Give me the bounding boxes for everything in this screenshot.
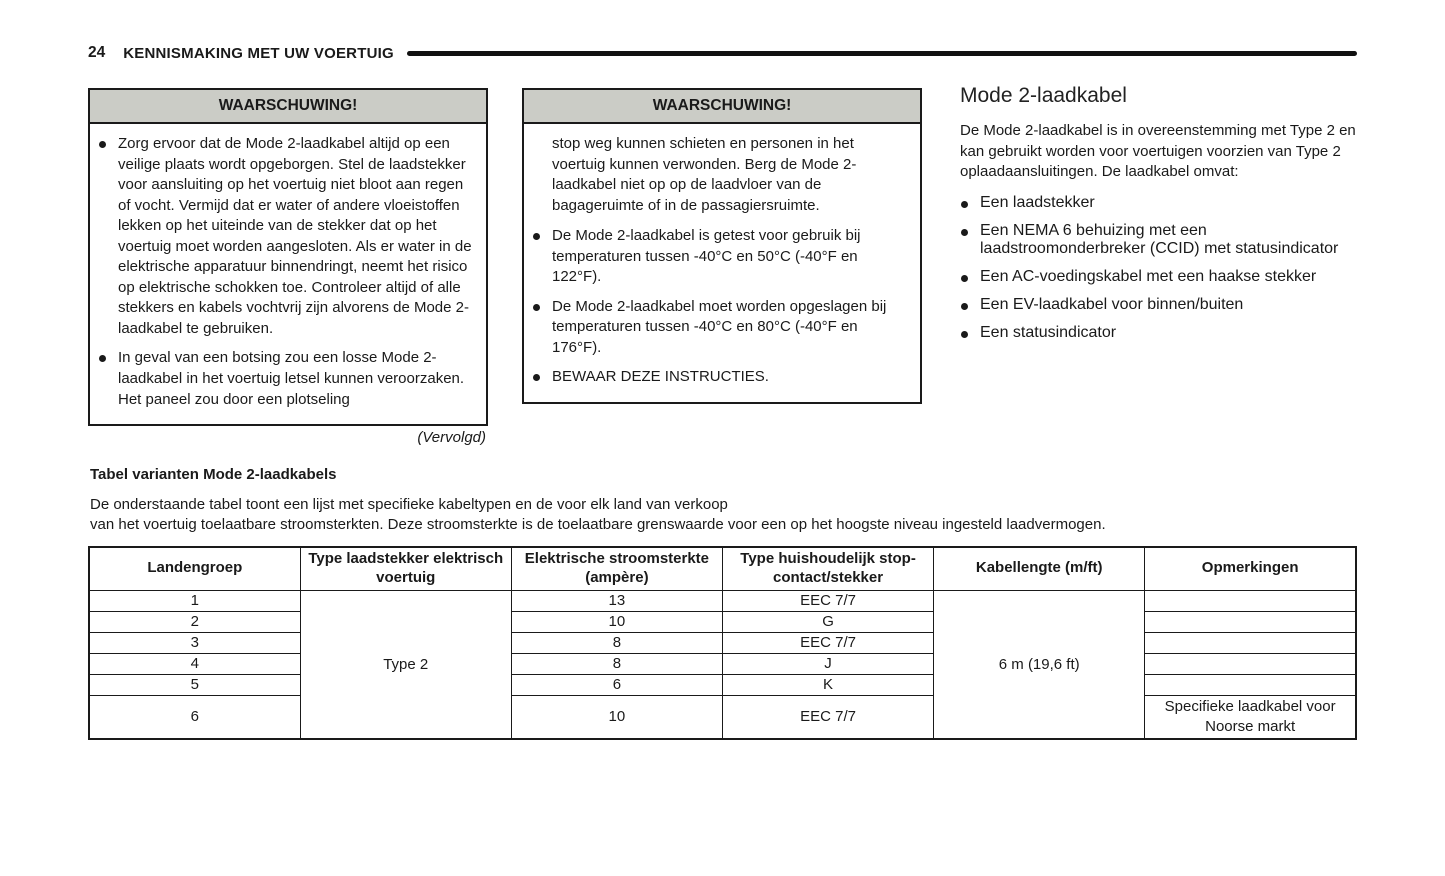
- warning-bullet-item: [98, 134, 476, 339]
- table-row: [89, 674, 1356, 695]
- cell-amperage: 8: [511, 653, 722, 674]
- cell-plug: K: [722, 674, 933, 695]
- warning-continuation-text: stop weg kunnen schieten en personen in het voertuig kunnen verwonden. Berg de Mode 2-laadkabel niet op op de laadvloer van de bagageruimte of in de passagiersruimte.: [552, 135, 857, 214]
- cell-remarks: [1145, 674, 1356, 695]
- bullet-icon: [533, 374, 540, 381]
- col-header-kabellengte: Kabellengte (m/ft): [934, 547, 1145, 590]
- bullet-icon: [961, 201, 968, 208]
- cell-amperage: 10: [511, 611, 722, 632]
- cell-group: 1: [89, 590, 300, 611]
- bullet-text: BEWAAR DEZE INSTRUCTIES.: [552, 368, 769, 386]
- cell-group: 4: [89, 653, 300, 674]
- header-rule: [407, 51, 1357, 56]
- cell-amperage: 6: [511, 674, 722, 695]
- cell-plug: EEC 7/7: [722, 632, 933, 653]
- section-heading: Mode 2-laadkabel: [960, 84, 1127, 107]
- col-header-opmerkingen: Opmerkingen: [1145, 547, 1356, 590]
- cell-group: 5: [89, 674, 300, 695]
- warning-column-left: [88, 88, 488, 446]
- cell-plug: G: [722, 611, 933, 632]
- bullet-icon: [961, 331, 968, 338]
- cell-group: 2: [89, 611, 300, 632]
- col-header-stopcontact: Type huishoudelijk stop-contact/stekker: [722, 547, 933, 590]
- bullet-text: Een statusindicator: [980, 323, 1117, 341]
- cell-remarks: Specifieke laadkabel voor Noorse markt: [1145, 695, 1356, 739]
- warning-bullet-item: [532, 367, 910, 388]
- table-row: [89, 611, 1356, 632]
- col-header-stroomsterkte: Elektrische stroomsterkte (ampère): [511, 547, 722, 590]
- table-row: [89, 653, 1356, 674]
- warning-title: WAARSCHUWING!: [524, 90, 920, 124]
- cell-remarks: [1145, 590, 1356, 611]
- table-section-heading: Tabel varianten Mode 2-laadkabels: [90, 466, 337, 483]
- warning-body: [524, 124, 920, 402]
- page-header: [88, 44, 1357, 62]
- table-row: [89, 590, 1356, 611]
- cell-amperage: 8: [511, 632, 722, 653]
- cell-amperage: 13: [511, 590, 722, 611]
- bullet-text: Een NEMA 6 behuizing met een laadstroomonderbreker (CCID) met statusindicator: [980, 221, 1339, 257]
- cell-amperage: 10: [511, 695, 722, 739]
- col-header-landengroep: Landengroep: [89, 547, 300, 590]
- cell-remarks: [1145, 632, 1356, 653]
- warning-box-right: [522, 88, 922, 404]
- cell-remarks: [1145, 653, 1356, 674]
- cell-group: 6: [89, 695, 300, 739]
- page-number: 24: [88, 44, 106, 61]
- cell-cable-length: 6 m (19,6 ft): [934, 590, 1145, 739]
- description-line: De onderstaande tabel toont een lijst met specifieke kabeltypen en de voor elk land van verkoop: [90, 496, 728, 513]
- warning-bullet-item: [532, 297, 910, 359]
- bullet-icon: [99, 355, 106, 362]
- cell-plug: J: [722, 653, 933, 674]
- table-header-row: [89, 547, 1356, 590]
- bullet-text: De Mode 2-laadkabel is getest voor gebruik bij temperaturen tussen -40°C en 50°C (-40°F en 122°F).: [552, 227, 861, 286]
- section-bullet-item: [960, 296, 1364, 314]
- bullet-icon: [961, 229, 968, 236]
- cell-group: 3: [89, 632, 300, 653]
- table-section-description: [90, 495, 1106, 534]
- section-bullet-item: [960, 268, 1364, 286]
- description-line: van het voertuig toelaatbare stroomsterkten. Deze stroomsterkte is de toelaatbare grenswaarde voor een op het hoogste niveau ingesteld laadvermogen.: [90, 515, 1106, 533]
- bullet-icon: [961, 275, 968, 282]
- bullet-text: Een laadstekker: [980, 193, 1095, 211]
- mode2-section: [960, 84, 1364, 342]
- bullet-text: Zorg ervoor dat de Mode 2-laadkabel altijd op een veilige plaats wordt opgeborgen. Stel de laadstekker voor aansluiting op het voertuig niet bloot aan regen of vocht. Vermijd dat er water of andere vloeistoffen lekken op het uiteinde van de stekker dat op het voertuig moet worden aangesloten. Als er water in de elektrische apparatuur binnendringt, neemt het risico op elektrische schokken toe. Controleer altijd of alle stekkers en kabels vochtvrij zijn alvorens de Mode 2-laadkabel te gebruiken.: [118, 135, 472, 337]
- page-title: KENNISMAKING MET UW VOERTUIG: [123, 44, 394, 62]
- bullet-text: Een AC-voedingskabel met een haakse stekker: [980, 267, 1317, 285]
- cell-plug: EEC 7/7: [722, 590, 933, 611]
- cell-connector-type: Type 2: [300, 590, 511, 739]
- section-intro: De Mode 2-laadkabel is in overeenstemming met Type 2 en kan gebruikt worden voor voertuigen voorzien van Type 2 oplaadaansluitingen. De laadkabel omvat:: [960, 122, 1356, 181]
- warning-bullet-item: [532, 226, 910, 288]
- warning-title: WAARSCHUWING!: [90, 90, 486, 124]
- bullet-text: In geval van een botsing zou een losse Mode 2-laadkabel in het voertuig letsel kunnen veroorzaken. Het paneel zou door een plotseling: [118, 349, 465, 408]
- bullet-text: Een EV-laadkabel voor binnen/buiten: [980, 295, 1244, 313]
- warning-column-right: [522, 88, 922, 404]
- section-bullet-item: [960, 222, 1364, 258]
- continued-note: (Vervolgd): [417, 429, 486, 447]
- warning-box-left: [88, 88, 488, 426]
- cable-variants-table: [88, 546, 1357, 740]
- bullet-text: De Mode 2-laadkabel moet worden opgeslagen bij temperaturen tussen -40°C en 80°C (-40°F en 176°F).: [552, 297, 887, 356]
- cell-remarks: [1145, 611, 1356, 632]
- bullet-icon: [533, 304, 540, 311]
- section-bullet-item: [960, 324, 1364, 342]
- col-header-type-laadstekker: Type laadstekker elektrisch voertuig: [300, 547, 511, 590]
- bullet-icon: [961, 303, 968, 310]
- warning-bullet-item: [98, 348, 476, 410]
- warning-body: [90, 124, 486, 424]
- bullet-icon: [533, 233, 540, 240]
- table-row: [89, 695, 1356, 739]
- section-bullet-item: [960, 194, 1364, 212]
- table-row: [89, 632, 1356, 653]
- bullet-icon: [99, 141, 106, 148]
- cell-plug: EEC 7/7: [722, 695, 933, 739]
